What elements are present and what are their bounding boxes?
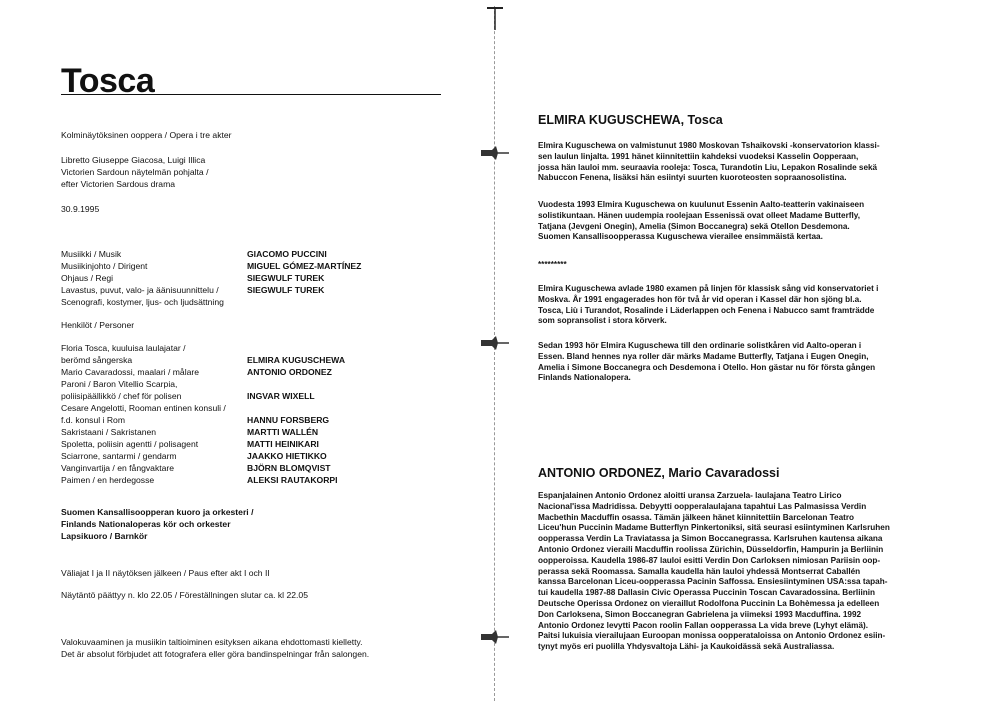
cast-role: f.d. konsul i Rom: [61, 415, 125, 425]
credits-list: [61, 248, 441, 310]
bio-line: Deutsche Operissa Ordonez on vieraillut Rodolfona Puccinin La Bohèmessa ja edelleen: [538, 598, 880, 608]
cast-role: Sakristaani / Sakristanen: [61, 427, 157, 437]
ensemble-line: Lapsikuoro / Barnkör: [61, 531, 148, 541]
credit-label: Lavastus, puvut, valo- ja äänisuunnittelu /: [61, 285, 219, 295]
cast-role: berömd sångerska: [61, 355, 133, 365]
bio-line: oopperassa Verdin La Traviatassa ja Simon Boccanegrassa. Karlsruhen kautensa aikana: [538, 534, 883, 544]
cast-singer: ANTONIO ORDONEZ: [247, 367, 332, 377]
credit-label: Scenografi, kostymer, ljus- och ljudsättning: [61, 297, 224, 307]
credit-name: SIEGWULF TUREK: [247, 273, 325, 283]
title-rule: [61, 94, 441, 95]
bio-line: Nabuccon Fenena, lisäksi hän esiintyi suurten kuoroteosten sopraanosolistina.: [538, 173, 847, 183]
cast-singer: MARTTI WALLÉN: [247, 427, 319, 437]
libretto-block: [61, 154, 208, 190]
bio-line: Nacional'issa Madridissa. Debyytti oopperalaulajana tapahtui Las Palmasissa Verdin: [538, 501, 867, 511]
cast-role: Spoletta, poliisin agentti / polisagent: [61, 439, 199, 449]
staple-clip-icon: [480, 628, 510, 646]
performance-date: 30.9.1995: [61, 204, 100, 214]
bio-kuguschewa-sv-1: [538, 284, 878, 327]
bio-line: Suomen Kansallisoopperassa Kuguschewa vierailee ensimmäistä kertaa.: [538, 232, 823, 242]
libretto-line: Libretto Giuseppe Giacosa, Luigi Illica: [61, 155, 206, 165]
cast-singer: HANNU FORSBERG: [247, 415, 330, 425]
bio-line: Finlands Nationalopera.: [538, 373, 631, 383]
ensemble-block: [61, 506, 253, 542]
bio-line: Tosca, Liù i Turandot, Rosalinde i Läderlappen och Fenena i Nabucco samt framträdde: [538, 305, 875, 315]
bio-line: Essen. Bland hennes nya roller där märks Madame Butterfly, Tatjana i Eugen Onegin,: [538, 351, 869, 361]
cast-role: Vanginvartija / en fångvaktare: [61, 463, 175, 473]
staple-clip-icon: [480, 144, 510, 162]
subtitle: Kolminäytöksinen ooppera / Opera i tre akter: [61, 130, 232, 140]
credit-label: Ohjaus / Regi: [61, 273, 114, 283]
bio-line: Moskva. År 1991 engagerades hon för två år vid operan i Kassel där hon sjöng bl.a.: [538, 294, 862, 304]
ensemble-line: Finlands Nationaloperas kör och orkester: [61, 519, 231, 529]
ensemble-line: Suomen Kansallisoopperan kuoro ja orkesteri /: [61, 507, 254, 517]
credit-name: SIEGWULF TUREK: [247, 285, 325, 295]
cast-role: Mario Cavaradossi, maalari / målare: [61, 367, 200, 377]
bio-line: Antonio Ordonez vieraili Macduffin roolissa Zürichin, Düsseldorfin, Hampurin ja Berliinin: [538, 544, 884, 554]
bio-line: Antonio Ordonez levytti Pacon roolin Fallan oopperassa La vida breve (Lyhyt elämä).: [538, 620, 868, 630]
bio-line: Elmira Kuguschewa on valmistunut 1980 Moskovan Tshaikovski -konservatorion klassi-: [538, 141, 880, 150]
bio-line: som sopransolist i stora körverk.: [538, 316, 667, 326]
credit-label: Musiikinjohto / Dirigent: [61, 261, 148, 271]
bio-line: Sedan 1993 hör Elmira Kuguschewa till den ordinarie solistkåren vid Aalto-operan i: [538, 341, 862, 350]
bio-line: Macbethin Macduffin osassa. Tämän jälkeen hänet kiinnitettiin Barcelonan Teatro: [538, 512, 855, 522]
cast-singer: ELMIRA KUGUSCHEWA: [247, 355, 346, 365]
recording-notice: [61, 636, 369, 660]
bio-line: solistikuntaan. Hänen uudempia roolejaan Essenissä ovat olleet Madame Butterfly,: [538, 210, 860, 220]
bio-kuguschewa-fi-1: [538, 141, 880, 184]
bio-line: sen laulun linjalta. 1991 hänet kiinnitettiin kahdeksi vuodeksi Kasselin Oopperaan,: [538, 151, 859, 161]
notice-line: Det är absolut förbjudet att fotografera eller göra bandinspelningar från salongen.: [61, 649, 370, 659]
cast-singer: ALEKSI RAUTAKORPI: [247, 475, 338, 485]
bio-heading-ordonez: ANTONIO ORDONEZ, Mario Cavaradossi: [538, 466, 780, 480]
end-time-note: Näytäntö päättyy n. klo 22.05 / Föreställningen slutar ca. kl 22.05: [61, 590, 308, 600]
cast-role: Floria Tosca, kuuluisa laulajatar /: [61, 343, 186, 353]
bio-line: perassa sekä Roomassa. Samalla kaudella hän lauloi yhdessä Montserrat Caballén: [538, 566, 861, 576]
staple-clip-icon: [480, 334, 510, 352]
credit-label: Musiikki / Musik: [61, 249, 122, 259]
bio-heading-kuguschewa: ELMIRA KUGUSCHEWA, Tosca: [538, 113, 723, 127]
libretto-line: efter Victorien Sardous drama: [61, 179, 176, 189]
cast-role: Paroni / Baron Vitellio Scarpia,: [61, 379, 178, 389]
bio-line: Elmira Kuguschewa avlade 1980 examen på linjen för klassisk sång vid konservatoriet i: [538, 284, 879, 293]
separator: *********: [538, 260, 567, 269]
cast-list: [61, 342, 441, 486]
bio-kuguschewa-fi-2: [538, 200, 864, 243]
page-title: Tosca: [61, 62, 155, 100]
bio-line: Tatjana (Jevgeni Onegin), Amelia (Simon Boccanegra) sekä Otellon Desdemona.: [538, 221, 850, 231]
cast-singer: MATTI HEINIKARI: [247, 439, 319, 449]
bio-line: Vuodesta 1993 Elmira Kuguschewa on kuulunut Essenin Aalto-teatterin vakinaiseen: [538, 200, 865, 209]
bio-ordonez: [538, 491, 890, 653]
cast-role: Paimen / en herdegosse: [61, 475, 155, 485]
bio-line: Espanjalainen Antonio Ordonez aloitti uransa Zarzuela- laulajana Teatro Lirico: [538, 491, 842, 500]
bio-line: Don Carloksena, Simon Boccanegran Gabrielena ja viimeksi 1993 Macduffina. 1992: [538, 609, 862, 619]
cast-singer: INGVAR WIXELL: [247, 391, 315, 401]
bio-kuguschewa-sv-2: [538, 341, 875, 384]
bio-line: oopperoissa. Kaudella 1986-87 lauloi esitti Verdin Don Carloksen nimiosan Pariisin oop-: [538, 555, 881, 565]
bio-line: tynyt myös eri puolilla Yhdysvaltoja Lähi- ja Kaukoidässä sekä Australiassa.: [538, 642, 835, 652]
persons-heading: Henkilöt / Personer: [61, 320, 135, 330]
bio-line: kanssa Barcelonan Liceu-oopperassa Pacinin Saffossa. Ensiesiintyminen USA:ssa tapah-: [538, 577, 888, 587]
cast-role: Sciarrone, santarmi / gendarm: [61, 451, 177, 461]
notice-line: Valokuvaaminen ja musiikin taltioiminen esityksen aikana ehdottomasti kielletty.: [61, 637, 363, 647]
intermission-note: Väliajat I ja II näytöksen jälkeen / Paus efter akt I och II: [61, 568, 270, 578]
staple-top-icon: [484, 4, 506, 30]
bio-line: jossa hän lauloi mm. seuraavia rooleja: Tosca, Turandotin Liu, Lepakon Rosalinde sekä: [538, 162, 878, 172]
cast-role: Cesare Angelotti, Rooman entinen konsuli /: [61, 403, 226, 413]
credit-name: MIGUEL GÓMEZ-MARTÍNEZ: [247, 261, 362, 271]
cast-role: poliisipäällikkö / chef för polisen: [61, 391, 182, 401]
cast-singer: BJÖRN BLOMQVIST: [247, 463, 331, 473]
credit-name: GIACOMO PUCCINI: [247, 249, 327, 259]
bio-line: Amelia i Simone Boccanegra och Desdemona i Otello. Hon gästar nu för första gången: [538, 362, 876, 372]
fold-line: [494, 6, 495, 701]
bio-line: Liceu'hun Puccinin Madame Butterflyn Pinkertoniksi, sitä seurasi esiintyminen Karlsruhen: [538, 523, 890, 533]
cast-singer: JAAKKO HIETIKKO: [247, 451, 327, 461]
libretto-line: Victorien Sardoun näytelmän pohjalta /: [61, 167, 209, 177]
bio-line: tui kaudella 1987-88 Dallasin Civic Operassa Puccinin Toscan Cavaradossina. Berliinin: [538, 588, 876, 598]
bio-line: Paitsi lukuisia vierailujaan Euroopan monissa oopperataloissa on Antonio Ordonez esiin-: [538, 631, 886, 641]
